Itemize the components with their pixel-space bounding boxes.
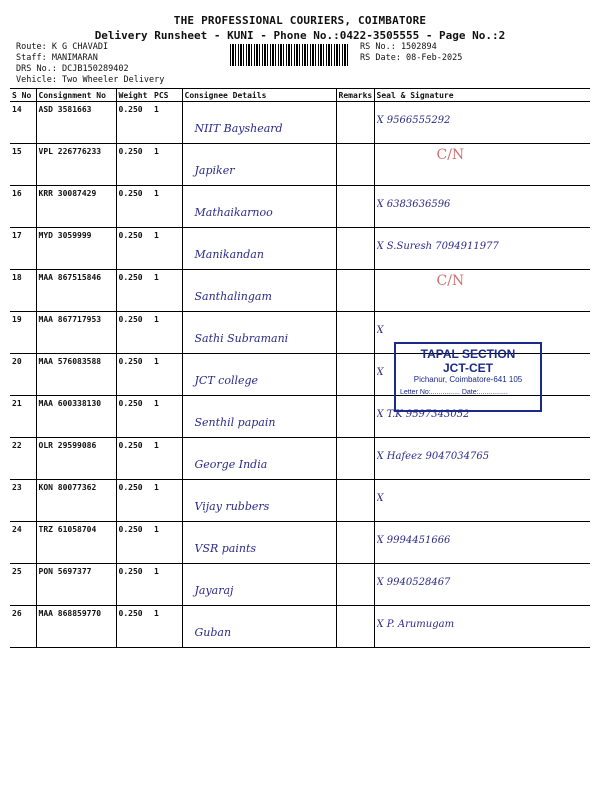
row-consignee	[182, 186, 336, 228]
row-remarks	[336, 564, 374, 606]
row-signature	[374, 144, 590, 186]
row-weight: 0.250	[116, 564, 152, 606]
row-sno: 15	[10, 144, 36, 186]
row-remarks	[336, 270, 374, 312]
row-sno: 26	[10, 606, 36, 648]
row-weight: 0.250	[116, 606, 152, 648]
col-consignment: Consignment No	[36, 89, 116, 102]
row-remarks	[336, 228, 374, 270]
consignee-handwriting: JCT college	[194, 374, 259, 387]
row-sno: 17	[10, 228, 36, 270]
signature-handwriting: C/N	[436, 273, 465, 289]
col-consignee: Consignee Details	[182, 89, 336, 102]
col-remarks: Remarks	[336, 89, 374, 102]
company-title: THE PROFESSIONAL COURIERS, COIMBATORE	[173, 14, 427, 27]
row-consignment-no: KRR 30087429	[36, 186, 116, 228]
row-remarks	[336, 480, 374, 522]
row-consignment-no: KON 80077362	[36, 480, 116, 522]
row-remarks	[336, 396, 374, 438]
row-signature	[374, 186, 590, 228]
table-row	[10, 102, 590, 144]
row-weight: 0.250	[116, 480, 152, 522]
row-pcs: 1	[152, 270, 182, 312]
row-consignment-no: MAA 600338130	[36, 396, 116, 438]
table-row	[10, 606, 590, 648]
col-pcs: PCS	[152, 89, 182, 102]
row-consignee	[182, 102, 336, 144]
signature-handwriting: X 9566555292	[376, 115, 451, 126]
signature-handwriting: X P. Arumugam	[376, 619, 455, 630]
col-signature: Seal & Signature	[374, 89, 590, 102]
signature-handwriting: X 6383636596	[376, 199, 451, 210]
row-sno: 21	[10, 396, 36, 438]
row-remarks	[336, 186, 374, 228]
table-row	[10, 438, 590, 480]
signature-handwriting: C/N	[436, 147, 465, 163]
row-pcs: 1	[152, 354, 182, 396]
row-consignment-no: PON 5697377	[36, 564, 116, 606]
row-pcs: 1	[152, 564, 182, 606]
consignee-handwriting: Sathi Subramani	[194, 332, 289, 345]
signature-handwriting: X S.Suresh 7094911977	[376, 241, 499, 252]
row-sno: 23	[10, 480, 36, 522]
signature-handwriting: X 9940528467	[376, 577, 451, 588]
row-weight: 0.250	[116, 186, 152, 228]
rs-number: RS No.: 1502894	[360, 42, 437, 52]
row-remarks	[336, 102, 374, 144]
table-row	[10, 522, 590, 564]
consignee-handwriting: George India	[194, 458, 268, 471]
row-consignee	[182, 438, 336, 480]
staff-label: Staff: MANIMARAN	[16, 53, 98, 63]
signature-handwriting: X T.K 9597343052	[376, 409, 470, 420]
tapal-section-stamp	[394, 342, 542, 412]
consignee-handwriting: Jayaraj	[194, 584, 234, 597]
consignee-handwriting: Manikandan	[194, 248, 264, 261]
row-weight: 0.250	[116, 144, 152, 186]
row-pcs: 1	[152, 102, 182, 144]
row-sno: 22	[10, 438, 36, 480]
stamp-line4: Letter No:............... Date:...............	[400, 389, 508, 396]
row-pcs: 1	[152, 312, 182, 354]
row-signature	[374, 438, 590, 480]
row-signature	[374, 564, 590, 606]
row-weight: 0.250	[116, 102, 152, 144]
row-weight: 0.250	[116, 228, 152, 270]
row-signature	[374, 522, 590, 564]
row-remarks	[336, 312, 374, 354]
table-row	[10, 270, 590, 312]
row-weight: 0.250	[116, 522, 152, 564]
row-pcs: 1	[152, 522, 182, 564]
consignee-handwriting: Santhalingam	[194, 290, 272, 303]
runsheet-subtitle: Delivery Runsheet - KUNI - Phone No.:0422-3505555 - Page No.:2	[94, 29, 506, 42]
stamp-line1: TAPAL SECTION	[420, 347, 516, 361]
row-sno: 25	[10, 564, 36, 606]
barcode-image	[230, 44, 350, 66]
consignee-handwriting: Senthil papain	[194, 416, 276, 429]
consignee-handwriting: Japiker	[194, 164, 235, 177]
row-remarks	[336, 144, 374, 186]
row-remarks	[336, 522, 374, 564]
stamp-line2: JCT-CET	[442, 361, 493, 375]
row-signature	[374, 228, 590, 270]
row-signature	[374, 480, 590, 522]
row-consignment-no: VPL 226776233	[36, 144, 116, 186]
row-consignment-no: MAA 867515846	[36, 270, 116, 312]
col-sno: S No	[10, 89, 36, 102]
row-pcs: 1	[152, 396, 182, 438]
table-row	[10, 564, 590, 606]
table-row	[10, 228, 590, 270]
row-remarks	[336, 606, 374, 648]
row-pcs: 1	[152, 144, 182, 186]
drs-label: DRS No.: DCJB150289402	[16, 64, 129, 74]
consignee-handwriting: Vijay rubbers	[194, 500, 270, 513]
row-remarks	[336, 354, 374, 396]
row-remarks	[336, 438, 374, 480]
table-row	[10, 144, 590, 186]
col-weight: Weight	[116, 89, 152, 102]
row-pcs: 1	[152, 228, 182, 270]
row-sno: 14	[10, 102, 36, 144]
row-consignment-no: MAA 576083588	[36, 354, 116, 396]
row-pcs: 1	[152, 480, 182, 522]
row-consignee	[182, 354, 336, 396]
row-consignee	[182, 312, 336, 354]
rs-date: RS Date: 08-Feb-2025	[360, 53, 463, 63]
signature-handwriting: X	[376, 325, 384, 336]
vehicle-label: Vehicle: Two Wheeler Delivery	[16, 75, 165, 85]
signature-handwriting: X	[376, 367, 384, 378]
row-signature	[374, 606, 590, 648]
row-consignee	[182, 270, 336, 312]
row-consignee	[182, 564, 336, 606]
route-label: Route: K G CHAVADI	[16, 42, 109, 52]
row-sno: 20	[10, 354, 36, 396]
signature-handwriting: X 9994451666	[376, 535, 451, 546]
consignee-handwriting: Guban	[194, 626, 232, 639]
row-consignee	[182, 396, 336, 438]
header-right	[360, 42, 462, 64]
signature-handwriting: X Hafeez 9047034765	[376, 451, 490, 462]
stamp-line3: Pichanur, Coimbatore-641 105	[413, 375, 523, 384]
row-signature	[374, 270, 590, 312]
row-pcs: 1	[152, 438, 182, 480]
signature-handwriting: X	[376, 493, 384, 504]
table-row	[10, 186, 590, 228]
row-consignment-no: MAA 868859770	[36, 606, 116, 648]
row-weight: 0.250	[116, 312, 152, 354]
row-sno: 24	[10, 522, 36, 564]
row-consignee	[182, 228, 336, 270]
row-weight: 0.250	[116, 396, 152, 438]
row-pcs: 1	[152, 186, 182, 228]
row-consignee	[182, 480, 336, 522]
row-consignee	[182, 144, 336, 186]
row-weight: 0.250	[116, 438, 152, 480]
row-weight: 0.250	[116, 354, 152, 396]
row-consignee	[182, 522, 336, 564]
consignee-handwriting: VSR paints	[194, 542, 257, 555]
consignee-handwriting: NIIT Baysheard	[194, 122, 283, 135]
row-sno: 16	[10, 186, 36, 228]
row-sno: 19	[10, 312, 36, 354]
row-sno: 18	[10, 270, 36, 312]
row-consignment-no: ASD 3581663	[36, 102, 116, 144]
row-signature	[374, 102, 590, 144]
table-row	[10, 480, 590, 522]
table-header-row	[10, 89, 590, 102]
row-consignment-no: MAA 867717953	[36, 312, 116, 354]
header-left	[16, 42, 164, 86]
row-consignment-no: MYD 3059999	[36, 228, 116, 270]
row-consignment-no: OLR 29599086	[36, 438, 116, 480]
row-weight: 0.250	[116, 270, 152, 312]
row-consignee	[182, 606, 336, 648]
row-consignment-no: TRZ 61058704	[36, 522, 116, 564]
consignee-handwriting: Mathaikarnoo	[194, 206, 273, 219]
row-pcs: 1	[152, 606, 182, 648]
